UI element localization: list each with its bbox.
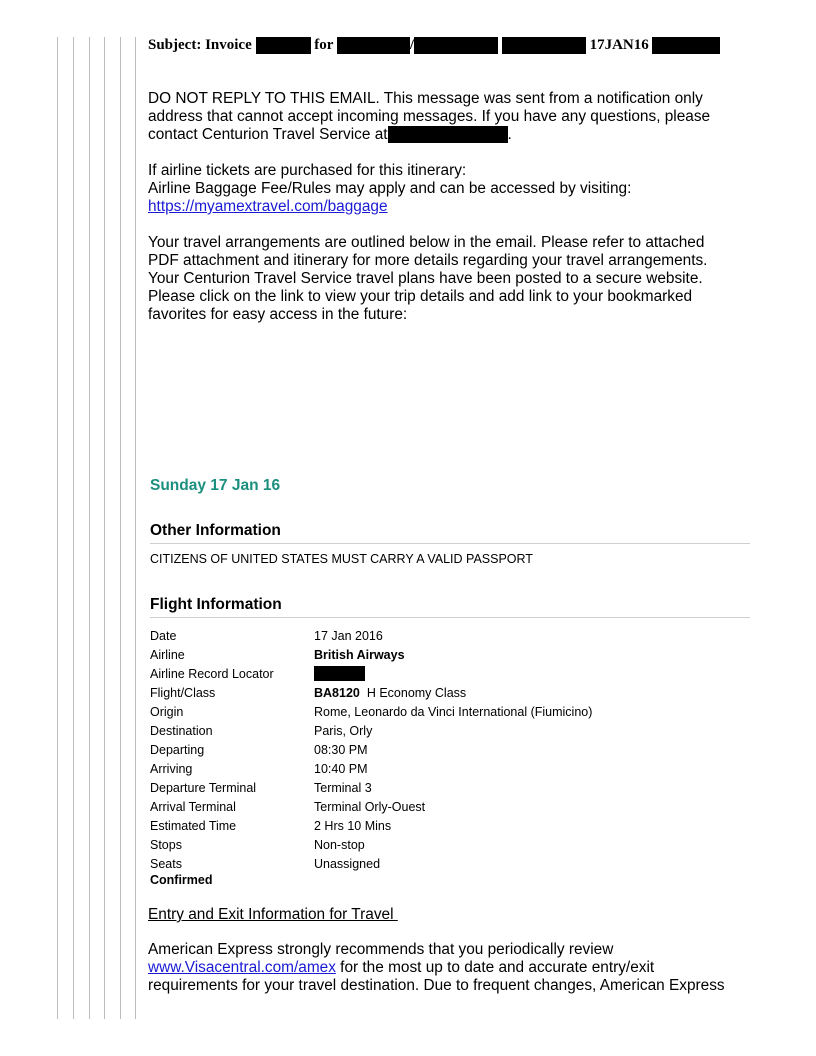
table-row (150, 778, 592, 797)
seats: Unassigned (314, 856, 381, 871)
baggage-line: If airline tickets are purchased for this itinerary: (148, 162, 467, 179)
flight-info-heading: Flight Information (150, 596, 750, 618)
row-label: Estimated Time (150, 818, 237, 833)
entry-exit-line: requirements for your travel destination. Due to frequent changes, American Express (148, 977, 725, 994)
baggage-info (148, 162, 748, 216)
record-locator (314, 664, 592, 683)
row-label: Arrival Terminal (150, 799, 236, 814)
origin: Rome, Leonardo da Vinci International (Fiumicino) (314, 704, 593, 719)
flight-date: 17 Jan 2016 (314, 628, 383, 643)
no-reply-notice (148, 90, 748, 144)
table-row (150, 854, 592, 873)
quote-line (89, 37, 90, 1019)
row-label: Airline Record Locator (150, 666, 274, 681)
entry-exit-line: American Express strongly recommends that you periodically review (148, 941, 614, 958)
stops: Non-stop (314, 837, 365, 852)
notice-line: DO NOT REPLY TO THIS EMAIL. This message was sent from a notification only (148, 90, 703, 107)
table-row (150, 626, 592, 645)
redaction-bar (502, 37, 586, 54)
redaction-bar (256, 37, 311, 54)
table-row (150, 721, 592, 740)
destination: Paris, Orly (314, 723, 373, 738)
quote-line (120, 37, 121, 1019)
table-row (150, 702, 592, 721)
entry-exit-text (148, 941, 748, 995)
redaction-bar (314, 666, 365, 681)
arrival-terminal: Terminal Orly-Ouest (314, 799, 426, 814)
row-label: Stops (150, 837, 182, 852)
flight-class-cell (314, 683, 592, 702)
notice-period: . (507, 126, 512, 143)
row-label: Destination (150, 723, 213, 738)
row-label: Date (150, 628, 177, 643)
entry-exit-line (148, 959, 748, 977)
notice-contact-text: contact Centurion Travel Service at (148, 126, 388, 143)
row-label: Flight/Class (150, 685, 216, 700)
booking-status: Confirmed (150, 873, 213, 887)
departure-terminal: Terminal 3 (314, 780, 372, 795)
table-row (150, 740, 592, 759)
subject-for: for (314, 37, 334, 53)
arrangements-line: PDF attachment and itinerary for more details regarding your travel arrangements. (148, 252, 708, 269)
flight-class: H Economy Class (366, 685, 467, 700)
quote-line (135, 37, 136, 1019)
table-row (150, 645, 592, 664)
visacentral-link[interactable]: www.Visacentral.com/amex (148, 959, 336, 976)
row-label: Departure Terminal (150, 780, 257, 795)
notice-line (148, 126, 748, 144)
email-subject (148, 37, 720, 54)
row-label: Arriving (150, 761, 193, 776)
table-row (150, 816, 592, 835)
entry-exit-text-span: for the most up to date and accurate entry/exit (335, 959, 655, 976)
row-label: Departing (150, 742, 205, 757)
passport-notice: CITIZENS OF UNITED STATES MUST CARRY A VALID PASSPORT (150, 552, 533, 566)
table-row (150, 797, 592, 816)
departing-time: 08:30 PM (314, 742, 368, 757)
airline-name: British Airways (314, 647, 405, 662)
entry-exit-heading: Entry and Exit Information for Travel (148, 906, 398, 923)
flight-number: BA8120 (314, 685, 360, 700)
flight-details-table (150, 626, 592, 873)
table-row (150, 683, 592, 702)
subject-slash: / (409, 37, 415, 53)
baggage-link[interactable]: https://myamextravel.com/baggage (148, 198, 388, 215)
notice-line: address that cannot accept incoming messages. If you have any questions, please (148, 108, 711, 125)
redaction-bar (388, 126, 508, 143)
day-heading: Sunday 17 Jan 16 (150, 477, 281, 494)
table-row (150, 835, 592, 854)
quote-line (73, 37, 74, 1019)
row-label: Origin (150, 704, 184, 719)
redaction-bar (652, 37, 720, 54)
quote-line (104, 37, 105, 1019)
table-row (150, 759, 592, 778)
estimated-time: 2 Hrs 10 Mins (314, 818, 392, 833)
arrangements-line: Please click on the link to view your trip details and add link to your bookmarked (148, 288, 693, 305)
redaction-bar (414, 37, 498, 54)
redaction-bar (337, 37, 410, 54)
row-label: Airline (150, 647, 185, 662)
other-info-heading: Other Information (150, 522, 750, 544)
arrangements-text (148, 234, 748, 324)
subject-label: Subject: Invoice (148, 37, 252, 53)
table-row (150, 664, 592, 683)
arriving-time: 10:40 PM (314, 761, 368, 776)
baggage-line: Airline Baggage Fee/Rules may apply and can be accessed by visiting: (148, 180, 632, 197)
arrangements-line: favorites for easy access in the future: (148, 306, 408, 323)
arrangements-line: Your Centurion Travel Service travel plans have been posted to a secure website. (148, 270, 703, 287)
subject-date-code: 17JAN16 (589, 37, 649, 53)
quote-line (57, 37, 58, 1019)
row-label: Seats (150, 856, 182, 871)
arrangements-line: Your travel arrangements are outlined below in the email. Please refer to attached (148, 234, 705, 251)
